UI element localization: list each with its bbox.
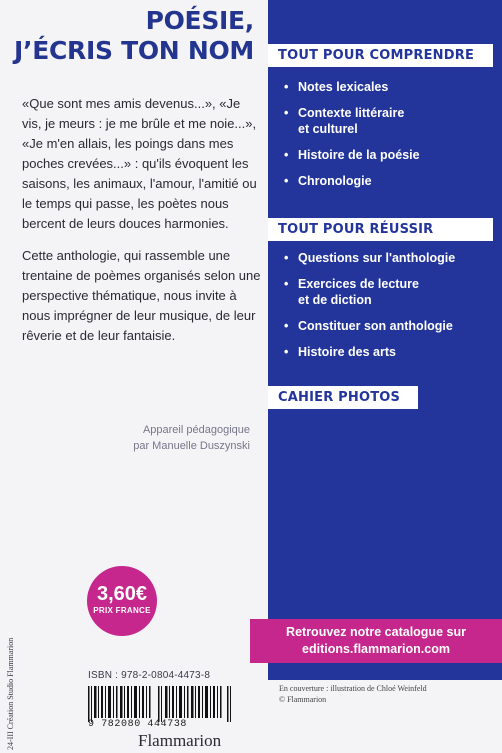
list-item: • Histoire de la poésie xyxy=(284,148,420,162)
list-item: • Chronologie xyxy=(284,174,372,188)
barcode-digits: 9 782080 444738 xyxy=(88,719,188,730)
price-label: PRIX FRANCE xyxy=(93,606,151,615)
list-item: • Notes lexicales xyxy=(284,80,389,94)
price-value: 3,60€ xyxy=(96,583,148,605)
section-heading-reussir: TOUT POUR RÉUSSIR xyxy=(268,218,493,241)
isbn: ISBN : 978-2-0804-4473-8 xyxy=(88,670,211,681)
bullet-icon: • xyxy=(284,80,289,94)
blurb xyxy=(22,94,262,358)
blurb-paragraph-1: «Que sont mes amis devenus...», «Je vis, je meurs : je me brûle et me noie...», «Je m'en allais, les poings dans mes poches crevées...» : qu'ils évoquent les saisons, les animaux, l'amour, l'amitié ou le temps qui passe, les poètes nous bercent de leurs douces harmonies. xyxy=(22,96,257,231)
bullet-icon: • xyxy=(284,251,289,265)
price-badge xyxy=(87,566,157,636)
credit-line-2: par Manuelle Duszynski xyxy=(133,440,250,452)
section-heading-comprendre: TOUT POUR COMPRENDRE xyxy=(268,44,493,67)
list-item: • Exercices de lecture et de diction xyxy=(284,277,419,307)
blurb-paragraph-2: Cette anthologie, qui rassemble une trentaine de poèmes organisés selon une perspective thématique, nous invite à nous imprégner de leur musique, de leur rêverie et de leur fantaisie. xyxy=(22,248,261,343)
catalogue-banner xyxy=(250,619,502,663)
cover-credit xyxy=(279,683,469,705)
pedagogical-credit xyxy=(133,422,250,454)
cover-credit-line-1: En couverture : illustration de Chloé Weinfeld xyxy=(279,684,427,693)
bullet-icon: • xyxy=(284,106,289,120)
bullet-icon: • xyxy=(284,319,289,333)
book-title xyxy=(14,6,254,66)
bullet-icon: • xyxy=(284,345,289,359)
list-item: • Contexte littéraire et culturel xyxy=(284,106,405,136)
catalogue-line-1: Retrouvez notre catalogue sur xyxy=(286,625,466,639)
bullet-icon: • xyxy=(284,174,289,188)
credit-line-1: Appareil pédagogique xyxy=(142,424,250,436)
reussir-list xyxy=(284,250,494,370)
catalogue-url: editions.flammarion.com xyxy=(302,642,450,656)
list-item: • Histoire des arts xyxy=(284,345,396,359)
cover-credit-line-2: © Flammarion xyxy=(279,695,327,704)
barcode-icon xyxy=(86,686,236,722)
comprendre-list xyxy=(284,79,494,199)
section-heading-cahier: CAHIER PHOTOS xyxy=(268,386,418,409)
title-line-1: POÉSIE, xyxy=(145,6,254,35)
contents-panel xyxy=(268,0,502,680)
title-line-2: J’ÉCRIS TON NOM xyxy=(14,36,254,65)
publisher-name: Flammarion xyxy=(138,731,222,750)
list-item: • Questions sur l'anthologie xyxy=(284,251,456,265)
side-credit xyxy=(6,610,18,750)
side-credit-text: 24-III Création Studio Flammarion xyxy=(6,637,15,750)
bullet-icon: • xyxy=(284,148,289,162)
list-item: • Constituer son anthologie xyxy=(284,319,453,333)
bullet-icon: • xyxy=(284,277,289,291)
